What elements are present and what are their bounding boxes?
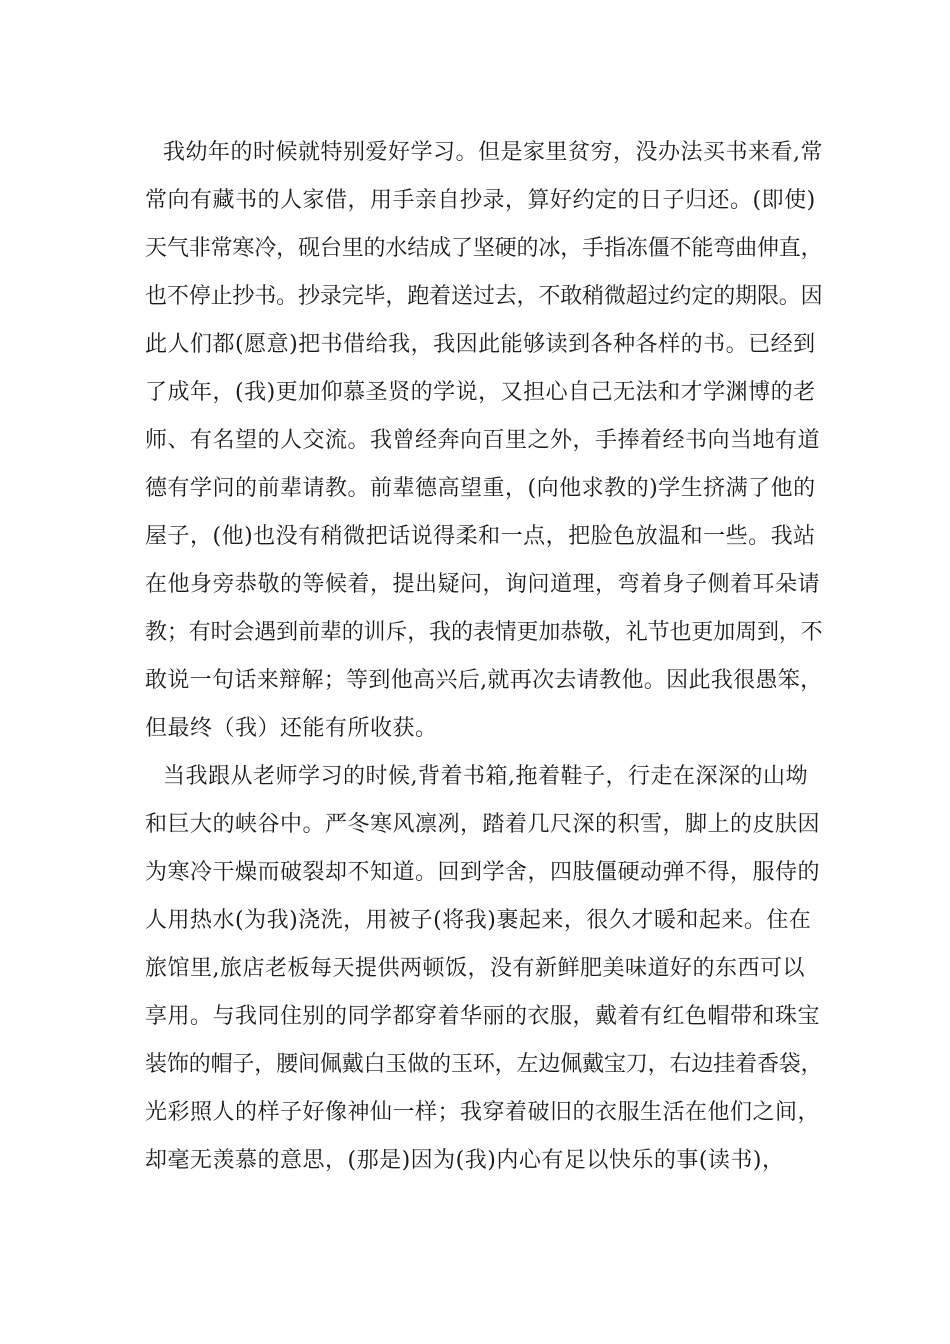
paragraph-line: 为寒冷干燥而破裂却不知道。回到学舍，四肢僵硬动弹不得，服侍的 bbox=[145, 860, 821, 885]
paragraph-line: 人用热水(为我)浇洗，用被子(将我)裹起来，很久才暖和起来。住在 bbox=[145, 908, 812, 933]
paragraph-line: 和巨大的峡谷中。严冬寒风凛冽，踏着几尺深的积雪，脚上的皮肤因 bbox=[145, 812, 821, 837]
paragraph-line: 装饰的帽子，腰间佩戴白玉做的玉环，左边佩戴宝刀，右边挂着香袋， bbox=[145, 1052, 823, 1077]
paragraph-line: 光彩照人的样子好像神仙一样；我穿着破旧的衣服生活在他们之间， bbox=[145, 1100, 821, 1125]
paragraph-line: 享用。与我同住别的同学都穿着华丽的衣服，戴着有红色帽带和珠宝 bbox=[145, 1004, 821, 1029]
paragraph-line: 却毫无羡慕的意思，(那是)因为(我)内心有足以快乐的事(读书)， bbox=[145, 1148, 785, 1173]
paragraph-line: 此人们都(愿意)把书借给我，我因此能够读到各种各样的书。已经到 bbox=[145, 332, 816, 357]
paragraph-line: 我幼年的时候就特别爱好学习。但是家里贫穷，没办法买书来看,常 bbox=[163, 140, 823, 165]
paragraph-line: 当我跟从老师学习的时候,背着书箱,拖着鞋子，行走在深深的山坳 bbox=[163, 764, 808, 789]
paragraph-line: 师、有名望的人交流。我曾经奔向百里之外，手捧着经书向当地有道 bbox=[145, 428, 821, 453]
paragraph-line: 教；有时会遇到前辈的训斥，我的表情更加恭敬，礼节也更加周到，不 bbox=[145, 620, 823, 645]
paragraph-line: 屋子，(他)也没有稍微把话说得柔和一点，把脸色放温和一些。我站 bbox=[145, 524, 816, 549]
paragraph-line: 也不停止抄书。抄录完毕，跑着送过去，不敢稍微超过约定的期限。因 bbox=[145, 284, 823, 309]
paragraph-line: 但最终（我）还能有所收获。 bbox=[145, 716, 438, 741]
paragraph-line: 在他身旁恭敬的等候着，提出疑问，询问道理，弯着身子侧着耳朵请 bbox=[145, 572, 821, 597]
paragraph-line: 敢说一句话来辩解；等到他高兴后,就再次去请教他。因此我很愚笨， bbox=[145, 668, 823, 693]
paragraph-line: 常向有藏书的人家借，用手亲自抄录，算好约定的日子归还。(即使) bbox=[145, 188, 816, 213]
paragraph-line: 旅馆里,旅店老板每天提供两顿饭，没有新鲜肥美味道好的东西可以 bbox=[145, 956, 805, 981]
paragraph-line: 了成年，(我)更加仰慕圣贤的学说，又担心自己无法和才学渊博的老 bbox=[145, 380, 816, 405]
paragraph-line: 德有学问的前辈请教。前辈德高望重，(向他求教的)学生挤满了他的 bbox=[145, 476, 816, 501]
paragraph-line: 天气非常寒冷，砚台里的水结成了坚硬的冰，手指冻僵不能弯曲伸直， bbox=[145, 236, 823, 261]
